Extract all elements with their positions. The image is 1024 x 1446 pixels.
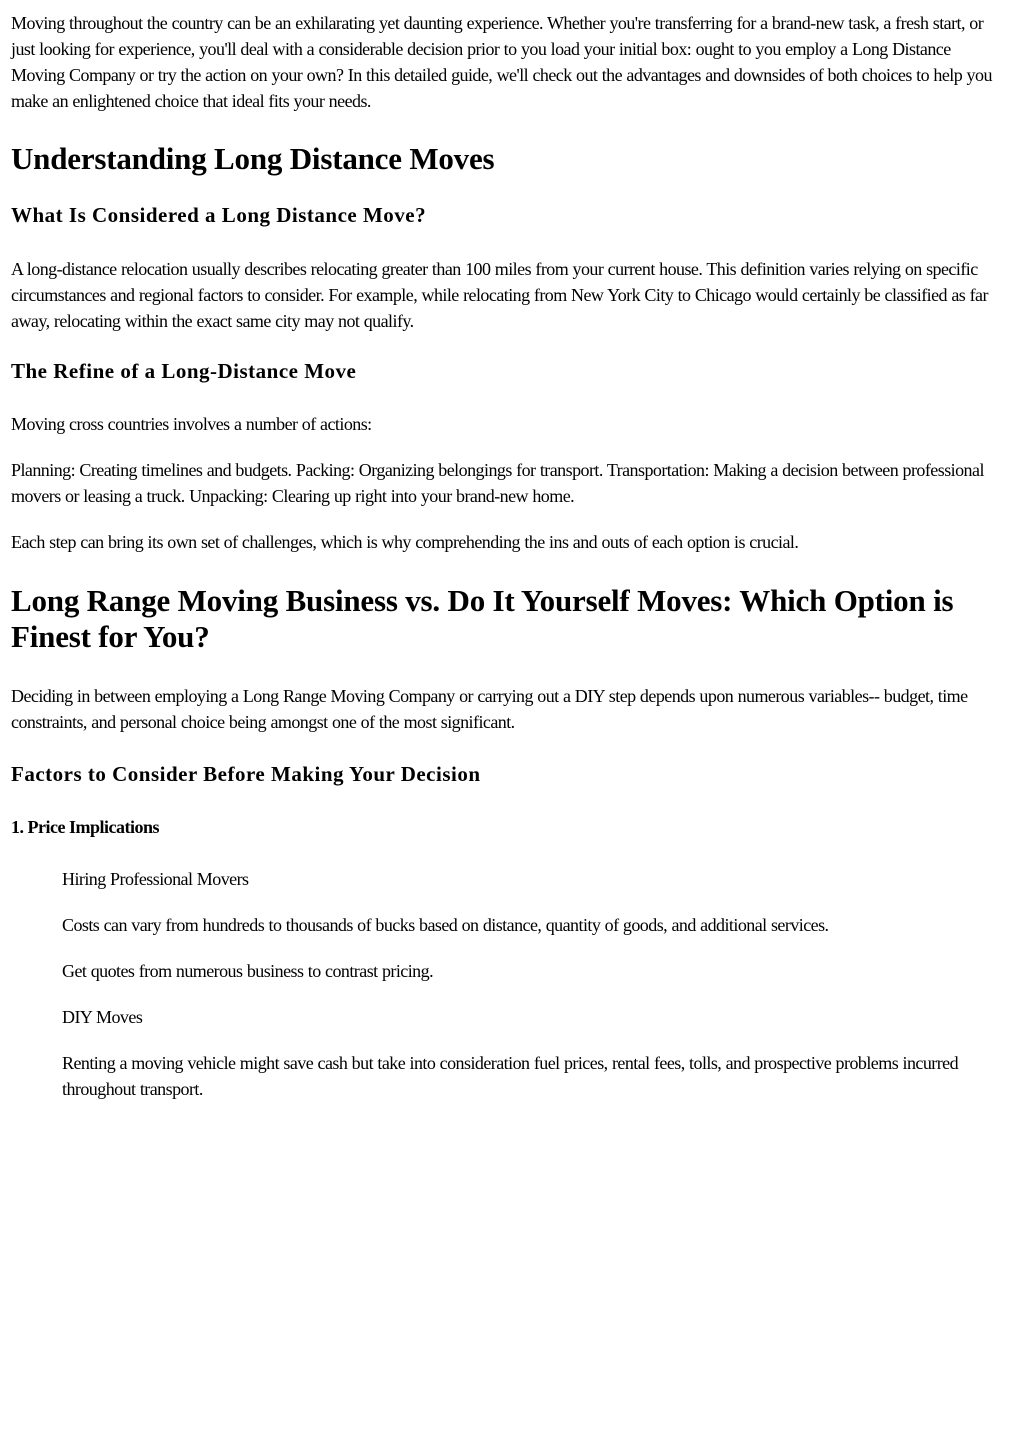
heading-factors-to-consider: Factors to Consider Before Making Your Decision <box>11 762 481 786</box>
item-costs: Costs can vary from hundreds to thousands of bucks based on distance, quantity of goods, and additional services. <box>62 915 829 935</box>
heading-comparison: Long Range Moving Business vs. Do It Yourself Moves: Which Option is Finest for You? <box>11 583 954 654</box>
item-quotes: Get quotes from numerous business to contrast pricing. <box>62 961 434 981</box>
heading-what-is-long-distance-move: What Is Considered a Long Distance Move? <box>11 203 427 227</box>
item-hiring-professional-movers: Hiring Professional Movers <box>62 869 249 889</box>
heading-understanding-long-distance-moves: Understanding Long Distance Moves <box>11 141 495 176</box>
heading-price-implications: 1. Price Implications <box>11 817 159 837</box>
intro-paragraph: Moving throughout the country can be an exhilarating yet daunting experience. Whether you're transferring for a brand-new task, a fresh start, or just looking for experience, you'll deal with a considerable decision prior to you load your initial box: ought to you employ a Long Distance Moving Company or try the action on your own? In this detailed guide, we'll check out the advantages and downsides of both choices to help you make an enlightened choice that ideal fits your needs. <box>11 13 992 111</box>
paragraph-deciding: Deciding in between employing a Long Range Moving Company or carrying out a DIY step depends upon numerous variables-- budget, time constraints, and personal choice being amongst one of the most significant. <box>11 686 968 732</box>
item-renting: Renting a moving vehicle might save cash but take into consideration fuel prices, rental fees, tolls, and prospective problems incurred throughout transport. <box>62 1053 959 1099</box>
paragraph-actions-intro: Moving cross countries involves a number of actions: <box>11 414 372 434</box>
paragraph-challenges: Each step can bring its own set of challenges, which is why comprehending the ins and outs of each option is crucial. <box>11 532 799 552</box>
heading-refine-of-move: The Refine of a Long-Distance Move <box>11 359 357 383</box>
paragraph-steps: Planning: Creating timelines and budgets. Packing: Organizing belongings for transport. Transportation: Making a decision between professional movers or leasing a truck. Unpacking: Clearing up right into your brand-new home. <box>11 460 984 506</box>
paragraph-definition: A long-distance relocation usually describes relocating greater than 100 miles from your current house. This definition varies relying on specific circumstances and regional factors to consider. For example, while relocating from New York City to Chicago would certainly be classified as far away, relocating within the exact same city may not qualify. <box>11 259 988 331</box>
item-diy-moves: DIY Moves <box>62 1007 143 1027</box>
